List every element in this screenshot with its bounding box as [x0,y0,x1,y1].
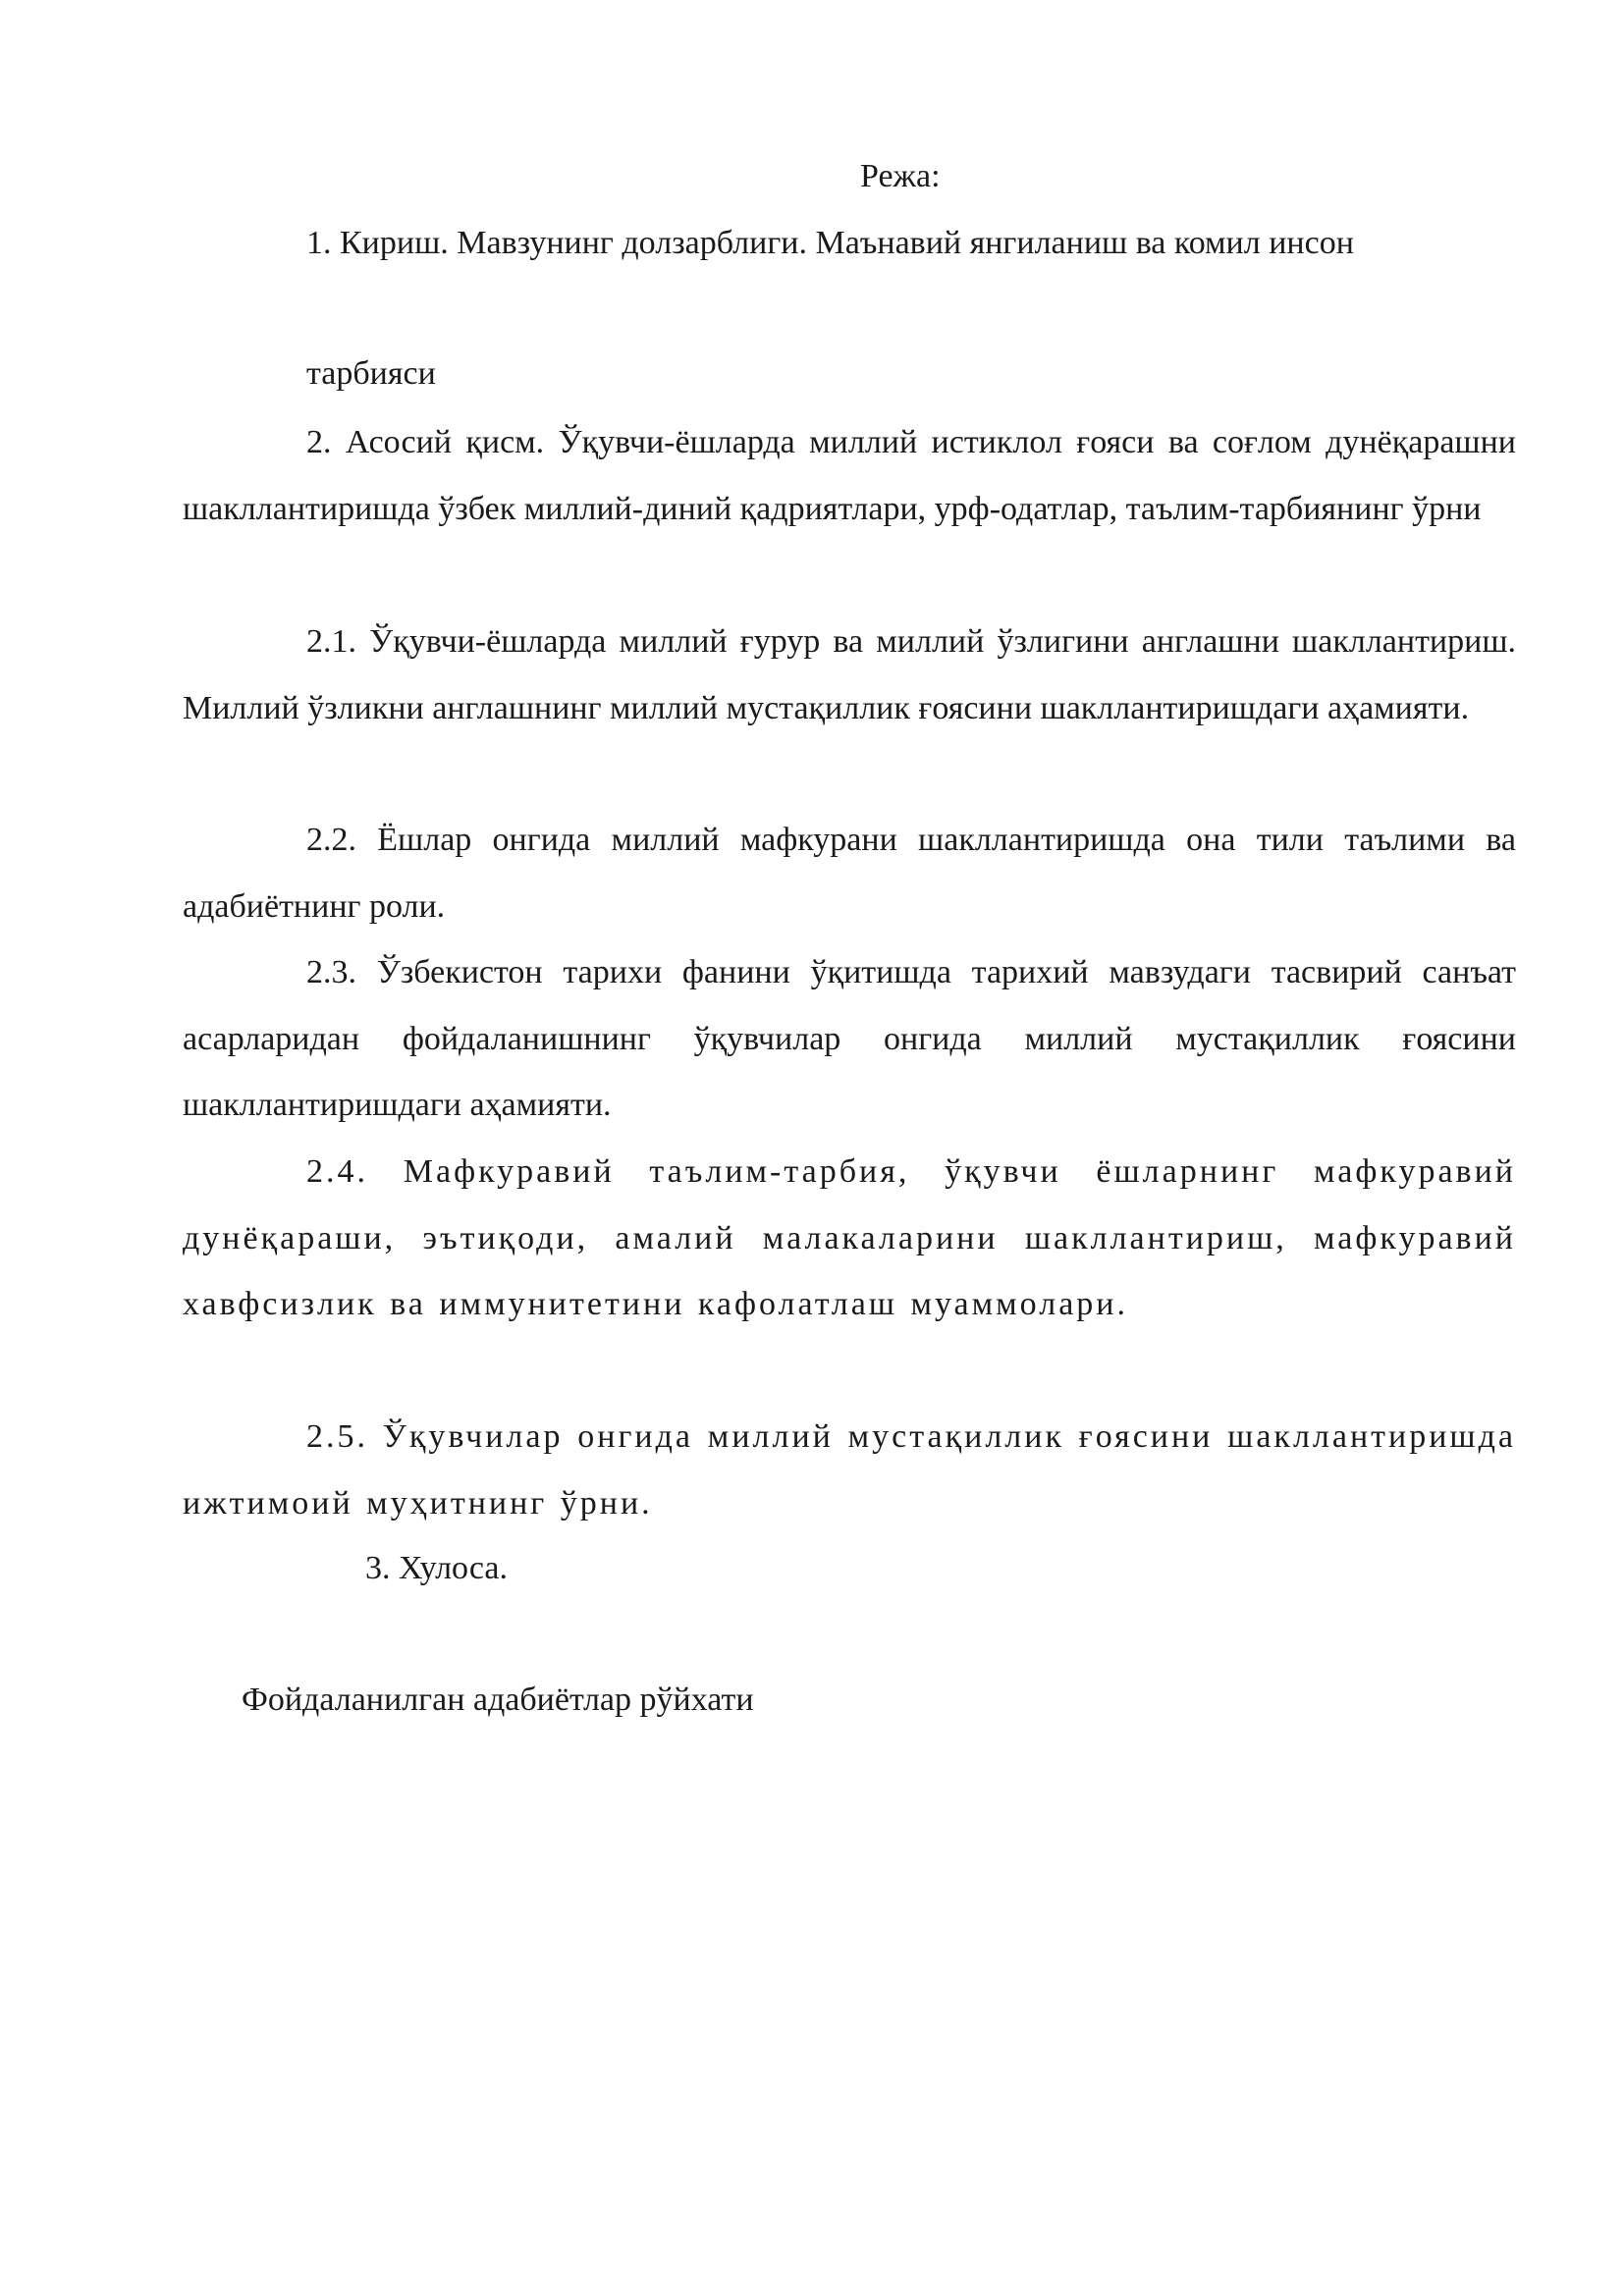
plan-item-2-2: 2.2. Ёшлар онгида миллий мафкурани шакллантиришда она тили таълими ва адабиётнинг роли. [183,822,1516,925]
plan-item-3: 3. Хулоса. [365,1550,508,1586]
references-heading: Фойдаланилган адабиётлар рўйхати [242,1682,754,1718]
plan-item-2: 2. Асосий қисм. Ўқувчи-ёшларда миллий истиклол ғояси ва соғлом дунёқарашни шакллантиришда ўзбек миллий-диний қадриятлари, урф-одатлар, таълим-тарбиянинг ўрни [183,424,1516,527]
plan-item-2-4: 2.4. Мафкуравий таълим-тарбия, ўқувчи ёшларнинг мафкуравий дунёқараши, эътиқоди, амалий малакаларини шакллантириш, мафкуравий хавфсизлик ва иммунитетини кафолатлаш муаммолари. [183,1153,1516,1322]
page-title: Режа: [860,158,941,194]
plan-item-1: 1. Кириш. Мавзунинг долзарблиги. Маънавий янгиланиш ва комил инсон [306,225,1354,261]
plan-item-2-1: 2.1. Ўқувчи-ёшларда миллий ғурур ва миллий ўзлигини англашни шакллантириш. Миллий ўзликни англашнинг миллий мустақиллик ғоясини шакллантиришдаги аҳамияти. [183,623,1516,726]
plan-item-1-continuation: тарбияси [306,355,436,392]
plan-item-2-5: 2.5. Ўқувчилар онгида миллий мустақиллик ғоясини шакллантиришда ижтимоий муҳитнинг ўрни. [183,1418,1516,1522]
plan-item-2-3: 2.3. Ўзбекистон тарихи фанини ўқитишда тарихий мавзудаги тасвирий санъат асарларидан фойдаланишнинг ўқувчилар онгида миллий мустақиллик ғоясини шакллантиришдаги аҳамияти. [183,954,1516,1123]
